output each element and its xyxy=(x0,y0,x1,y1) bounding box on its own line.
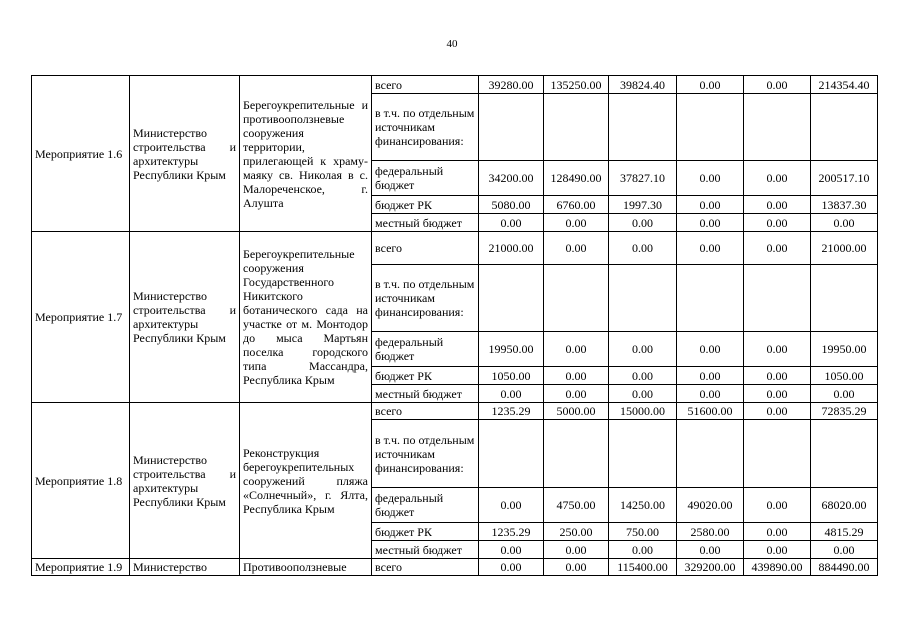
value-cell: 0.00 xyxy=(544,559,609,576)
value-cell: 0.00 xyxy=(544,541,609,559)
value-cell: 214354.40 xyxy=(811,76,878,94)
value-cell: 0.00 xyxy=(744,541,811,559)
value-cell: 0.00 xyxy=(677,385,744,403)
value-cell: 0.00 xyxy=(811,385,878,403)
source-label-rk: бюджет РК xyxy=(372,196,479,214)
value-cell: 51600.00 xyxy=(677,403,744,420)
value-cell: 0.00 xyxy=(609,232,677,265)
value-cell: 1235.29 xyxy=(479,403,544,420)
source-label-rk: бюджет РК xyxy=(372,367,479,385)
source-label-total: всего xyxy=(372,76,479,94)
value-cell: 0.00 xyxy=(744,523,811,541)
value-cell: 0.00 xyxy=(479,488,544,523)
value-cell: 0.00 xyxy=(744,214,811,232)
value-cell: 0.00 xyxy=(744,161,811,196)
source-label-local: местный бюджет xyxy=(372,385,479,403)
value-cell: 34200.00 xyxy=(479,161,544,196)
source-label-total: всего xyxy=(372,232,479,265)
table-row xyxy=(32,76,878,94)
value-cell: 6760.00 xyxy=(544,196,609,214)
value-cell: 14250.00 xyxy=(609,488,677,523)
value-cell: 0.00 xyxy=(677,332,744,367)
value-cell: 0.00 xyxy=(544,367,609,385)
table-row xyxy=(32,232,878,265)
value-cell: 39280.00 xyxy=(479,76,544,94)
measure-name: Мероприятие 1.8 xyxy=(32,403,130,559)
table-row xyxy=(32,403,878,420)
value-cell: 4750.00 xyxy=(544,488,609,523)
value-cell: 0.00 xyxy=(677,367,744,385)
table-row xyxy=(32,559,878,576)
value-cell: 0.00 xyxy=(609,385,677,403)
value-cell: 4815.29 xyxy=(811,523,878,541)
object-description: Берегоукрепительные сооружения Государственного Никитского ботанического сада на участке от м. Монтодор до мыса Мартьян поселка городского типа Массандра, Республика Крым xyxy=(240,232,372,403)
value-cell: 0.00 xyxy=(677,232,744,265)
value-cell: 0.00 xyxy=(479,214,544,232)
value-cell: 0.00 xyxy=(609,332,677,367)
object-description: Реконструкция берегоукрепительных сооружений пляжа «Солнечный», г. Ялта, Республика Крым xyxy=(240,403,372,559)
value-cell: 39824.40 xyxy=(609,76,677,94)
value-cell: 0.00 xyxy=(677,541,744,559)
value-cell: 0.00 xyxy=(544,214,609,232)
value-cell: 0.00 xyxy=(744,332,811,367)
source-label-federal: федеральный бюджет xyxy=(372,161,479,196)
object-description: Берегоукрепительные и противооползневые сооружения территории, прилегающей к храму-маяку св. Николая в с. Малореченское, г. Алушта xyxy=(240,76,372,232)
value-cell: 2580.00 xyxy=(677,523,744,541)
value-cell: 0.00 xyxy=(609,541,677,559)
source-label-total: всего xyxy=(372,559,479,576)
value-cell: 0.00 xyxy=(479,385,544,403)
measure-name: Мероприятие 1.6 xyxy=(32,76,130,232)
source-label-local: местный бюджет xyxy=(372,541,479,559)
value-cell: 68020.00 xyxy=(811,488,878,523)
value-cell: 15000.00 xyxy=(609,403,677,420)
value-cell: 884490.00 xyxy=(811,559,878,576)
value-cell: 0.00 xyxy=(744,403,811,420)
value-cell: 329200.00 xyxy=(677,559,744,576)
value-cell: 1050.00 xyxy=(479,367,544,385)
source-label-total: всего xyxy=(372,403,479,420)
value-cell: 19950.00 xyxy=(479,332,544,367)
value-cell: 0.00 xyxy=(544,385,609,403)
measure-name: Мероприятие 1.9 xyxy=(32,559,130,576)
value-cell: 21000.00 xyxy=(479,232,544,265)
value-cell: 0.00 xyxy=(811,541,878,559)
financing-table xyxy=(31,75,878,576)
value-cell: 439890.00 xyxy=(744,559,811,576)
value-cell: 0.00 xyxy=(677,76,744,94)
value-cell: 128490.00 xyxy=(544,161,609,196)
value-cell: 0.00 xyxy=(744,367,811,385)
value-cell: 19950.00 xyxy=(811,332,878,367)
value-cell: 135250.00 xyxy=(544,76,609,94)
executor-name: Министерство строительства и архитектуры Республики Крым xyxy=(130,76,240,232)
value-cell: 0.00 xyxy=(479,559,544,576)
value-cell: 0.00 xyxy=(677,161,744,196)
executor-name: Министерство xyxy=(130,559,240,576)
value-cell: 0.00 xyxy=(544,332,609,367)
value-cell: 750.00 xyxy=(609,523,677,541)
value-cell: 115400.00 xyxy=(609,559,677,576)
value-cell: 5080.00 xyxy=(479,196,544,214)
value-cell: 1235.29 xyxy=(479,523,544,541)
executor-name: Министерство строительства и архитектуры Республики Крым xyxy=(130,232,240,403)
value-cell: 0.00 xyxy=(744,488,811,523)
value-cell: 0.00 xyxy=(609,367,677,385)
value-cell: 37827.10 xyxy=(609,161,677,196)
value-cell: 0.00 xyxy=(544,232,609,265)
page-number: 40 xyxy=(446,38,458,50)
value-cell: 5000.00 xyxy=(544,403,609,420)
value-cell: 0.00 xyxy=(744,232,811,265)
object-description: Противооползневые xyxy=(240,559,372,576)
value-cell: 200517.10 xyxy=(811,161,878,196)
value-cell: 0.00 xyxy=(677,196,744,214)
value-cell: 0.00 xyxy=(744,76,811,94)
measure-name: Мероприятие 1.7 xyxy=(32,232,130,403)
value-cell: 250.00 xyxy=(544,523,609,541)
value-cell: 13837.30 xyxy=(811,196,878,214)
value-cell: 0.00 xyxy=(609,214,677,232)
source-label-federal: федеральный бюджет xyxy=(372,332,479,367)
source-label-incl: в т.ч. по отдельным источникам финансирования: xyxy=(372,420,479,488)
value-cell: 0.00 xyxy=(744,385,811,403)
source-label-local: местный бюджет xyxy=(372,214,479,232)
value-cell: 72835.29 xyxy=(811,403,878,420)
source-label-incl: в т.ч. по отдельным источникам финансирования: xyxy=(372,265,479,332)
value-cell: 49020.00 xyxy=(677,488,744,523)
executor-name: Министерство строительства и архитектуры Республики Крым xyxy=(130,403,240,559)
value-cell: 21000.00 xyxy=(811,232,878,265)
value-cell: 0.00 xyxy=(811,214,878,232)
value-cell: 0.00 xyxy=(479,541,544,559)
value-cell: 0.00 xyxy=(744,196,811,214)
source-label-incl: в т.ч. по отдельным источникам финансирования: xyxy=(372,94,479,161)
source-label-federal: федеральный бюджет xyxy=(372,488,479,523)
source-label-rk: бюджет РК xyxy=(372,523,479,541)
value-cell: 0.00 xyxy=(677,214,744,232)
value-cell: 1997.30 xyxy=(609,196,677,214)
value-cell: 1050.00 xyxy=(811,367,878,385)
